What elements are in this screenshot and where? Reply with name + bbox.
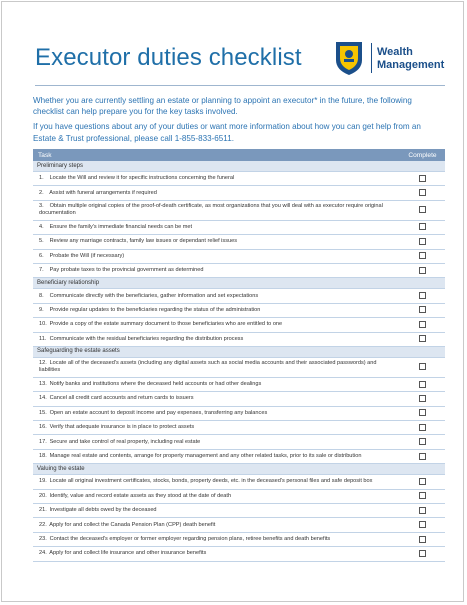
task-cell — [33, 475, 400, 489]
task-cell — [33, 172, 400, 186]
complete-cell — [400, 235, 445, 249]
rbc-logo — [334, 40, 445, 78]
table-row — [33, 186, 445, 200]
task-text: Obtain multiple original copies of the proof-of-death certificate, as most organizations that you will deal with as executor require original documentation — [39, 203, 383, 217]
complete-checkbox[interactable] — [419, 521, 426, 528]
complete-checkbox[interactable] — [419, 189, 426, 196]
task-cell — [33, 318, 400, 332]
task-text: Open an estate account to deposit income and pay expenses, transferring any balances — [49, 409, 268, 416]
complete-checkbox[interactable] — [419, 267, 426, 274]
task-number: 2. — [39, 189, 44, 196]
logo-divider — [371, 43, 372, 73]
table-header-row — [33, 149, 445, 161]
task-number: 22. — [39, 521, 47, 528]
complete-checkbox[interactable] — [419, 507, 426, 514]
section-row — [33, 464, 445, 475]
task-text: Ensure the family's immediate financial needs can be met — [49, 223, 193, 230]
complete-checkbox[interactable] — [419, 424, 426, 431]
complete-cell — [400, 303, 445, 317]
header-divider — [35, 85, 445, 86]
complete-checkbox[interactable] — [419, 478, 426, 485]
task-text: Assist with funeral arrangements if required — [49, 189, 157, 196]
table-row — [33, 406, 445, 420]
complete-cell — [400, 489, 445, 503]
table-row — [33, 249, 445, 263]
complete-cell — [400, 377, 445, 391]
document-header — [30, 38, 445, 78]
brand-line-2: Management — [377, 59, 445, 71]
table-row — [33, 318, 445, 332]
section-title: Safeguarding the estate assets — [33, 346, 445, 357]
task-number: 19. — [39, 478, 47, 485]
complete-cell — [400, 449, 445, 463]
task-number: 9. — [39, 306, 44, 313]
task-cell — [33, 377, 400, 391]
task-number: 16. — [39, 424, 47, 431]
complete-cell — [400, 392, 445, 406]
task-text: Locate the Will and review it for specific instructions concerning the funeral — [49, 175, 235, 182]
task-cell — [33, 547, 400, 561]
section-row — [33, 161, 445, 172]
task-text: Apply for and collect the Canada Pension Plan (CPP) death benefit — [49, 521, 216, 528]
task-number: 24. — [39, 550, 47, 557]
task-text: Manage real estate and contents, arrange for property management and any other related tasks, prior to its sale or distribution — [49, 453, 362, 460]
task-text: Investigate all debts owed by the deceased — [49, 507, 157, 514]
task-text: Communicate with the residual beneficiaries regarding the distribution process — [49, 335, 244, 342]
complete-checkbox[interactable] — [419, 175, 426, 182]
task-number: 8. — [39, 292, 44, 299]
brand-name — [377, 46, 444, 72]
section-row — [33, 346, 445, 357]
task-cell — [33, 357, 400, 377]
task-number: 12. — [39, 360, 47, 367]
brand-line-1: Wealth — [377, 46, 413, 58]
table-row — [33, 289, 445, 303]
task-cell — [33, 186, 400, 200]
complete-checkbox[interactable] — [419, 206, 426, 213]
complete-checkbox[interactable] — [419, 453, 426, 460]
table-row — [33, 172, 445, 186]
complete-checkbox[interactable] — [419, 438, 426, 445]
table-row — [33, 377, 445, 391]
task-cell — [33, 435, 400, 449]
table-row — [33, 392, 445, 406]
task-text: Locate all original investment certificates, stocks, bonds, property deeds, etc. in the deceased's personal files and safe deposit box — [49, 478, 373, 485]
complete-checkbox[interactable] — [419, 492, 426, 499]
task-cell — [33, 392, 400, 406]
table-row — [33, 489, 445, 503]
task-text: Secure and take control of real property, including real estate — [49, 438, 201, 445]
complete-cell — [400, 504, 445, 518]
table-row — [33, 449, 445, 463]
task-number: 3. — [39, 203, 44, 210]
intro-text — [33, 95, 445, 148]
task-number: 13. — [39, 381, 47, 388]
complete-checkbox[interactable] — [419, 321, 426, 328]
complete-checkbox[interactable] — [419, 238, 426, 245]
task-cell — [33, 421, 400, 435]
task-cell — [33, 332, 400, 346]
task-text: Apply for and collect life insurance and other insurance benefits — [49, 550, 207, 557]
complete-cell — [400, 406, 445, 420]
complete-checkbox[interactable] — [419, 395, 426, 402]
section-title: Beneficiary relationship — [33, 278, 445, 289]
task-number: 5. — [39, 238, 44, 245]
complete-checkbox[interactable] — [419, 381, 426, 388]
task-number: 17. — [39, 438, 47, 445]
complete-checkbox[interactable] — [419, 252, 426, 259]
complete-checkbox[interactable] — [419, 223, 426, 230]
task-number: 4. — [39, 223, 44, 230]
task-number: 7. — [39, 267, 44, 274]
table-row — [33, 357, 445, 377]
task-number: 11. — [39, 335, 47, 342]
table-row — [33, 532, 445, 546]
table-row — [33, 235, 445, 249]
task-text: Probate the Will (if necessary) — [49, 252, 125, 259]
table-row — [33, 332, 445, 346]
task-number: 23. — [39, 536, 47, 542]
complete-cell — [400, 332, 445, 346]
complete-cell — [400, 263, 445, 277]
complete-checkbox[interactable] — [419, 363, 426, 370]
task-cell — [33, 263, 400, 277]
complete-cell — [400, 547, 445, 561]
complete-cell — [400, 200, 445, 220]
task-cell — [33, 289, 400, 303]
table-row — [33, 220, 445, 234]
table-row — [33, 504, 445, 518]
section-title: Valuing the estate — [33, 464, 445, 475]
table-row — [33, 435, 445, 449]
table-row — [33, 303, 445, 317]
intro-paragraph-2: If you have questions about any of your duties or want more information about how you can get help from an Estate & Trust professional, please call 1-855-833-6511. — [33, 122, 421, 143]
task-text: Verify that adequate insurance is in place to protect assets — [49, 424, 195, 431]
task-cell — [33, 504, 400, 518]
table-row — [33, 518, 445, 532]
task-cell — [33, 235, 400, 249]
complete-checkbox[interactable] — [419, 550, 426, 557]
task-text: Contact the deceased's employer or former employer regarding pension plans, retiree benefits and death benefits — [49, 536, 331, 542]
complete-cell — [400, 318, 445, 332]
task-number: 21. — [39, 507, 47, 514]
task-number: 14. — [39, 395, 47, 402]
task-text: Pay probate taxes to the provincial government as determined — [49, 267, 204, 274]
complete-cell — [400, 172, 445, 186]
task-column-header: Task — [33, 149, 400, 161]
rbc-shield-icon — [334, 40, 364, 76]
task-cell — [33, 200, 400, 220]
checklist-table — [33, 149, 445, 562]
task-text: Provide regular updates to the beneficiaries regarding the status of the administration — [49, 306, 261, 313]
complete-cell — [400, 289, 445, 303]
complete-checkbox[interactable] — [419, 335, 426, 342]
task-cell — [33, 489, 400, 503]
complete-cell — [400, 435, 445, 449]
task-number: 1. — [39, 175, 44, 182]
task-number: 10. — [39, 321, 47, 328]
table-row — [33, 421, 445, 435]
task-text: Review any marriage contracts, family law issues or dependant relief issues — [49, 238, 238, 245]
complete-cell — [400, 357, 445, 377]
task-text: Cancel all credit card accounts and return cards to issuers — [49, 395, 194, 402]
task-number: 20. — [39, 492, 47, 499]
task-number: 6. — [39, 252, 44, 259]
task-cell — [33, 220, 400, 234]
complete-cell — [400, 475, 445, 489]
task-cell — [33, 532, 400, 546]
task-cell — [33, 249, 400, 263]
page-title: Executor duties checklist — [35, 44, 302, 71]
complete-checkbox[interactable] — [419, 536, 426, 543]
intro-paragraph-1: Whether you are currently settling an estate or planning to appoint an executor* in the future, the following checklist can help prepare you for the key tasks involved. — [33, 96, 412, 117]
complete-column-header: Complete — [400, 149, 445, 161]
task-text: Notify banks and institutions where the deceased held accounts or had other dealings — [49, 381, 262, 388]
complete-cell — [400, 186, 445, 200]
complete-checkbox[interactable] — [419, 409, 426, 416]
complete-checkbox[interactable] — [419, 306, 426, 313]
table-row — [33, 475, 445, 489]
table-row — [33, 263, 445, 277]
complete-checkbox[interactable] — [419, 292, 426, 299]
task-text: Identify, value and record estate assets as they stood at the date of death — [49, 492, 232, 499]
section-row — [33, 278, 445, 289]
complete-cell — [400, 421, 445, 435]
complete-cell — [400, 518, 445, 532]
task-cell — [33, 406, 400, 420]
complete-cell — [400, 220, 445, 234]
table-row — [33, 200, 445, 220]
task-cell — [33, 518, 400, 532]
task-cell — [33, 449, 400, 463]
task-text: Provide a copy of the estate summary document to those beneficiaries who are entitled to one — [49, 321, 283, 328]
task-number: 15. — [39, 409, 47, 416]
section-title: Preliminary steps — [33, 161, 445, 172]
task-cell — [33, 303, 400, 317]
complete-cell — [400, 532, 445, 546]
table-row — [33, 547, 445, 561]
complete-cell — [400, 249, 445, 263]
task-text: Locate all of the deceased's assets (including any digital assets such as social media accounts and their associated passwords) and liabilities — [39, 360, 377, 374]
task-number: 18. — [39, 453, 47, 460]
task-text: Communicate directly with the beneficiaries, gather information and set expectations — [49, 292, 259, 299]
